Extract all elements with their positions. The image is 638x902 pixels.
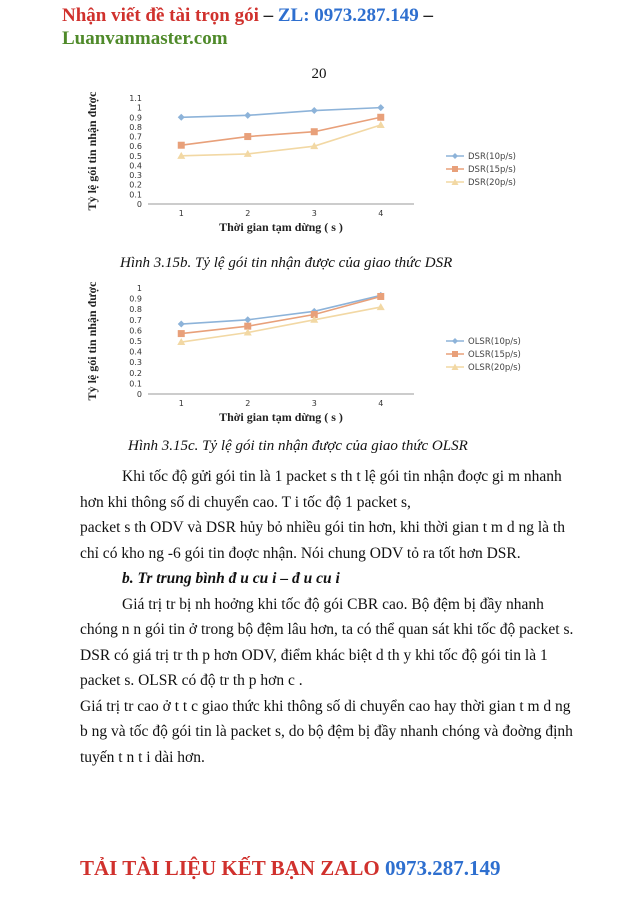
y-tick-label: 0.2 [129,180,142,190]
data-point [311,128,318,135]
paragraph-3: Giá trị tr bị nh hoởng khi tốc độ gói CBR cao. Bộ đệm bị đầy nhanh chóng n n gói tin ở trong bộ đệm lâu hơn, ta có thể quan sát khi tốc độ packet s. DSR có giá trị tr th p hơn ODV, điểm khác biệt d th y khi tốc độ gói tin là 1 packet s. OLSR có độ tr th p hơn c . [80,595,574,689]
data-point [178,114,185,121]
x-tick-label: 4 [378,209,384,218]
header-separator: – [258,5,278,26]
data-point [178,321,185,328]
y-tick-label: 0.9 [129,294,142,304]
legend-entry: DSR(10p/s) [468,152,516,162]
footer-phone: 0973.287.149 [384,856,501,880]
y-tick-label: 0.5 [129,151,142,161]
x-tick-label: 1 [178,209,184,218]
y-tick-label: 0.8 [129,122,142,132]
data-point [178,142,185,149]
y-tick-label: 0.1 [129,379,142,389]
series-line-DSR(20p/s) [181,125,381,156]
data-point [377,121,385,128]
data-point [377,303,385,310]
x-tick-label: 4 [378,399,384,408]
legend-marker [452,166,458,172]
x-axis-label: Thời gian tạm dừng ( s ) [219,410,343,424]
y-tick-label: 0.2 [129,368,142,378]
header-dash: – [418,5,434,26]
series-line-OLSR(20p/s) [181,307,381,342]
chart-olsr [62,280,562,430]
legend-marker [452,338,458,344]
data-point [244,112,251,119]
y-tick-label: 0.4 [129,161,142,171]
header-line-1 [62,4,622,27]
y-axis-label: Tỷ lệ gói tin nhận được [85,281,99,401]
legend-marker [452,153,458,159]
x-tick-label: 2 [245,399,251,408]
footer-text: TẢI TÀI LIỆU KẾT BẠN ZALO [80,856,385,880]
y-tick-label: 0.6 [129,326,142,336]
x-tick-label: 1 [178,399,184,408]
paragraph-1: Khi tốc độ gửi gói tin là 1 packet s th t lệ gói tin nhận đoợc gi m nhanh hơn khi thông số di chuyển cao. T i tốc độ 1 packet s, [80,468,562,511]
y-tick-label: 0 [136,390,142,399]
y-tick-label: 0 [136,200,142,209]
caption-figure-3-15b: Hình 3.15b. Tỷ lệ gói tin nhận được của giao thức DSR [120,255,453,271]
x-tick-label: 3 [311,399,317,408]
data-point [244,316,251,323]
y-tick-label: 0.9 [129,113,142,123]
legend-entry: DSR(20p/s) [468,178,516,188]
legend-entry: OLSR(15p/s) [468,350,521,360]
y-tick-label: 1 [136,103,142,113]
y-tick-label: 0.3 [129,171,142,181]
y-tick-label: 1 [136,284,142,293]
page-number: 20 [311,66,327,82]
series-line-DSR(15p/s) [181,117,381,145]
header-service-text: Nhận viết đề tài trọn gói [62,5,259,26]
y-tick-label: 0.6 [129,142,142,152]
data-point [377,114,384,121]
y-tick-label: 0.3 [129,358,142,368]
y-tick-label: 0.4 [129,347,142,357]
chart-dsr [62,88,562,240]
y-tick-label: 0.7 [129,132,142,142]
header-phone: ZL: 0973.287.149 [277,5,419,26]
body-text [80,464,580,770]
data-point [178,330,185,337]
legend-entry: DSR(15p/s) [468,165,516,175]
series-line-DSR(10p/s) [181,108,381,118]
paragraph-4: Giá trị tr cao ở t t c giao thức khi thông số di chuyển cao hay thời gian t m d ng b ng và tốc độ gói tin là packet s, do bộ đệm bị đầy nhanh chóng và đoờng định tuyến t n t i dài hơn. [80,697,573,766]
x-tick-label: 2 [245,209,251,218]
data-point [244,133,251,140]
data-point [377,293,384,300]
y-tick-label: 0.8 [129,305,142,315]
x-tick-label: 3 [311,209,317,218]
header-website: Luanvanmaster.com [62,28,228,49]
paragraph-2: packet s th ODV và DSR hủy bỏ nhiều gói tin hơn, khi thời gian t m d ng là th chỉ có kho ng -6 gói tin đoợc nhận. Nói chung ODV tỏ ra tốt hơn DSR. [80,519,565,562]
data-point [311,107,318,114]
caption-figure-3-15c: Hình 3.15c. Tỷ lệ gói tin nhận được của giao thức OLSR [128,438,468,454]
section-subheading: b. Tr trung bình đ u cu i – đ u cu i [122,570,340,587]
legend-entry: OLSR(20p/s) [468,363,521,373]
page-footer [80,856,500,881]
y-tick-label: 0.1 [129,190,142,200]
legend-entry: OLSR(10p/s) [468,337,521,347]
y-tick-label: 1.1 [129,94,142,103]
y-tick-label: 0.5 [129,337,142,346]
chart-olsr-svg [62,280,562,430]
x-axis-label: Thời gian tạm dừng ( s ) [219,220,343,234]
y-axis-label: Tỷ lệ gói tin nhận được [85,91,99,211]
legend-marker [452,351,458,357]
page-header [62,4,622,50]
data-point [377,104,384,111]
chart-dsr-svg [62,88,562,240]
y-tick-label: 0.7 [129,315,142,325]
